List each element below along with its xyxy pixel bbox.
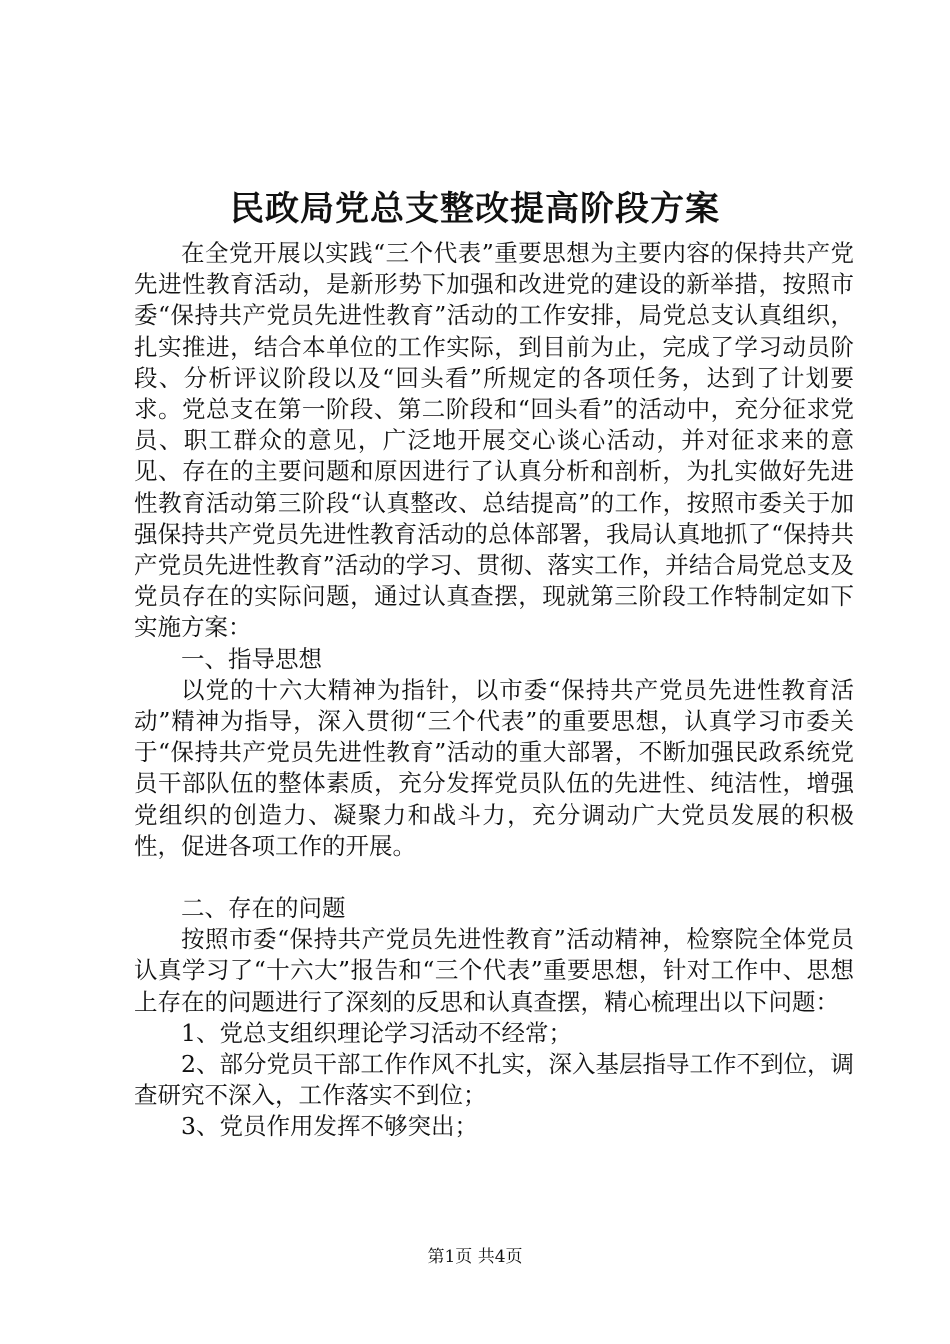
guiding-ideology-paragraph: 以党的十六大精神为指针，以市委“保持共产党员先进性教育活动”精神为指导，深入贯彻“三个代表”的重要思想，认真学习市委关于“保持共产党员先进性教育”活动的重大部署，不断加强民政系统党员干部队伍的整体素质，充分发挥党员队伍的先进性、纯洁性，增强党组织的创造力、凝聚力和战斗力，充分调动广大党员发展的积极性，促进各项工作的开展。	[134, 675, 854, 860]
problem-item-3: 3、党员作用发挥不够突出；	[181, 1112, 478, 1141]
problem-item-2: 2、部分党员干部工作作风不扎实，深入基层指导工作不到位，调查研究不深入，工作落实不到位；	[134, 1050, 854, 1110]
section-heading-existing-problems: 二、存在的问题	[181, 894, 346, 923]
document-title: 民政局党总支整改提高阶段方案	[230, 189, 720, 229]
intro-paragraph: 在全党开展以实践“三个代表”重要思想为主要内容的保持共产党先进性教育活动，是新形势下加强和改进党的建设的新举措，按照市委“保持共产党员先进性教育”活动的工作安排，局党总支认真组织，扎实推进，结合本单位的工作实际，到目前为止，完成了学习动员阶段、分析评议阶段以及“回头看”所规定的各项任务，达到了计划要求。党总支在第一阶段、第二阶段和“回头看”的活动中，充分征求党员、职工群众的意见，广泛地开展交心谈心活动，并对征求来的意见、存在的主要问题和原因进行了认真分析和剖析，为扎实做好先进性教育活动第三阶段“认真整改、总结提高”的工作，按照市委关于加强保持共产党员先进性教育活动的总体部署，我局认真地抓了“保持共产党员先进性教育”活动的学习、贯彻、落实工作，并结合局党总支及党员存在的实际问题，通过认真查摆，现就第三阶段工作特制定如下实施方案：	[134, 239, 854, 642]
document-body	[134, 238, 854, 1143]
paragraph-gap	[134, 862, 854, 893]
page-footer: 第1页 共4页	[427, 1247, 523, 1267]
problem-item-1: 1、党总支组织理论学习活动不经常；	[181, 1018, 572, 1047]
section-heading-guiding-ideology: 一、指导思想	[181, 644, 322, 673]
existing-problems-paragraph: 按照市委“保持共产党员先进性教育”活动精神，检察院全体党员认真学习了“十六大”报告和“三个代表”重要思想，针对工作中、思想上存在的问题进行了深刻的反思和认真查摆，精心梳理出以下问题：	[134, 925, 854, 1016]
